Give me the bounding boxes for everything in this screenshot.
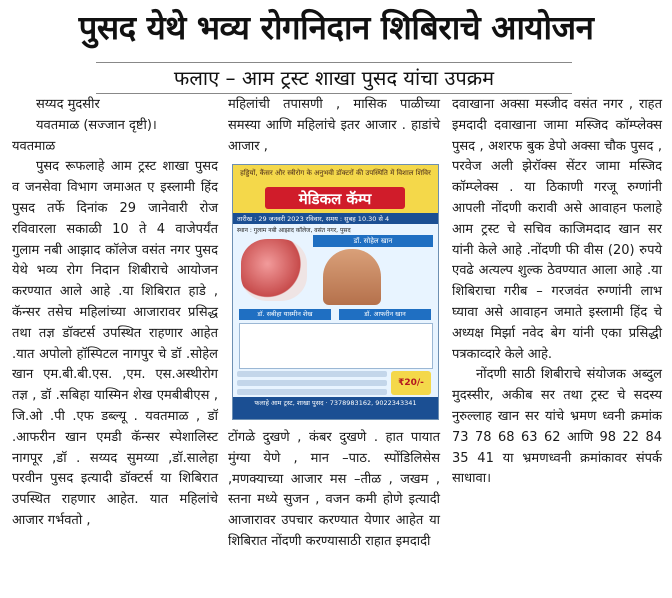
poster-footer: फलाहे आम ट्रस्ट, शाखा पुसद · 7378983162, 9022343341 (254, 399, 417, 407)
poster-venue: स्थान : गुलाम नबी आझाद कॉलेज, वसंत नगर, पुसद (237, 227, 351, 234)
poster-fee: ₹20/- (398, 378, 424, 388)
poster-tagline: हड्डियों, कैंसर और स्त्रीरोग के अनुभवी डॉक्टरों की उपस्थिति में विशाल शिविर (240, 169, 431, 177)
poster-title: मेडिकल कॅम्प (298, 190, 372, 208)
subheadline-box (96, 62, 572, 94)
article-paragraph: महिलांची तपासणी , मासिक पाळीच्या समस्या आणि महिलांचे इतर आजार . हाडांचे आजार , (228, 97, 440, 154)
article-column-3 (452, 95, 662, 490)
poster-doctor-1-banner (313, 235, 433, 247)
poster-doctor-2-banner (239, 309, 331, 320)
article-paragraph: नोंदणी साठी शिबीराचे संयोजक अब्दुल मुदस्सीर, अकीब सर तथा ट्रस्ट चे सदस्य नुरुल्लाह खान सर यांचे भ्रमण ध्वनी क्रमांक 73 78 68 63 62 आणि 98 22 84 35 41 या भ्रमणध्वनी क्रमांकावर संपर्क साधावा। (452, 367, 662, 487)
headline: पुसद येथे भव्य रोगनिदान शिबिराचे आयोजन (78, 8, 594, 47)
poster-list-row (237, 389, 387, 395)
article-column-2-top (228, 95, 440, 157)
dateline: यवतमाळ (12, 138, 56, 154)
poster-footer-bar (233, 397, 438, 419)
poster-spine-image (323, 249, 381, 305)
poster-doctor-1: डॉ. सोहेल खान (353, 237, 393, 245)
poster-details-panel (239, 323, 433, 369)
article-column-2-bottom (228, 428, 440, 553)
byline-location: यवतमाळ (सज्जान दृष्टी)। (36, 117, 157, 133)
poster-list-row (237, 371, 387, 377)
poster-doctor-3-banner (339, 309, 431, 320)
article-paragraph: दवाखाना अक्सा मस्जीद वसंत नगर , राहत इमदादी दवाखाना जामा मस्जिद कॉम्प्लेक्स पुसद , अशरफ बुक डेपो अक्सा चौक पुसद , परवेज अली झेरॉक्स सेंटर जामा मस्जिद कॉम्प्लेक्स . या ठिकाणी गरजू रुग्णांनी आपली नोंदणी करावी असे आवाहन फलाहे आम ट्रस्ट चे सचिव काजिमदाद खान सर यांनी केले आहे .नोंदणी फी वीस (20) रुपये एवढे अत्यल्प शुल्क ठेवण्यात आला आहे .या शिबिराचा गरीब – गरजवंत रुग्णांनी लाभ घ्यावा असे आवाहन जमाते इस्लामी हिंद चे अध्यक्ष मिर्झा नवेद बेग यांनी एका प्रसिद्धी पत्रकाव्दारे केले आहे. (452, 97, 662, 362)
poster-organ-image (241, 239, 307, 301)
poster-list-row (237, 380, 387, 386)
poster-fee-badge (391, 371, 431, 395)
poster-date-bar (233, 213, 438, 224)
article-paragraph: पुसद रूफलाहे आम ट्रस्ट शाखा पुसद व जनसेवा विभाग जमाअत ए इस्लामी हिंद पुसद तर्फे दिनांक 29 जानेवारी रोज रविवारला सकाळी 10 ते 4 वाजेपर्यंत गुलाम नबी आझाद कॉलेज वसंत नगर पुसद येथे भव्य रोग निदान शिबीराचे आयोजन करण्यात आले आहे .या शिबिरात हाडे , कॅन्सर तसेच महिलांच्या आजारावर प्रसिद्ध तथा तज्ञ डॉक्टर्स उपस्थित राहणार आहेत .यात अपोलो हॉस्पिटल नागपुर चे डॉ .सोहेल खान एम.बी.बी.एस. ,एम. एस.अस्थीरोग तज्ञ , डॉ .सबिहा यास्मिन शेख एमबीबीएस , जि.ओ .पी .एफ डब्ल्यू . यवतमाळ , डॉ .आफरीन खान एमडी कॅन्सर स्पेशालिस्ट नागपूर ,डॉ . सय्यद सुमय्या ,डॉ.सालेहा परवीन पुसद इत्यादी डॉक्टर्स या शिबिरात उपस्थित राहणार आहेत. यात महिलांचे आजार गर्भवतो , (12, 159, 218, 528)
byline-author: सय्यद मुदसीर (36, 97, 100, 112)
article-column-1 (12, 95, 218, 532)
poster-date: तारीख : 29 जनवरी 2023 रविवार, समय : सुबह 10.30 से 4 (237, 215, 390, 223)
poster-doctor-3: डॉ. आफरीन खान (364, 310, 406, 318)
poster-doctor-2: डॉ. सबीहा यास्मीन शेख (257, 310, 313, 318)
subheadline: फलाए – आम ट्रस्ट शाखा पुसद यांचा उपक्रम (173, 66, 495, 90)
poster-title-box (265, 187, 405, 209)
poster-list (237, 371, 387, 398)
medical-camp-poster (232, 164, 439, 420)
article-paragraph: टोंगळे दुखणे , कंबर दुखणे . हात पायात मुंग्या येणे , मान –पाठ. स्पोंडिलिसेस ,मणक्याच्या आजार मस –तीळ , जखम , स्तना मध्ये सुजन , वजन कमी होणे इत्यादी आजारावर उपचार करण्यात येणार आहेत या शिबिरात नोंदणी करण्यासाठी राहात इमदादी (228, 430, 440, 549)
